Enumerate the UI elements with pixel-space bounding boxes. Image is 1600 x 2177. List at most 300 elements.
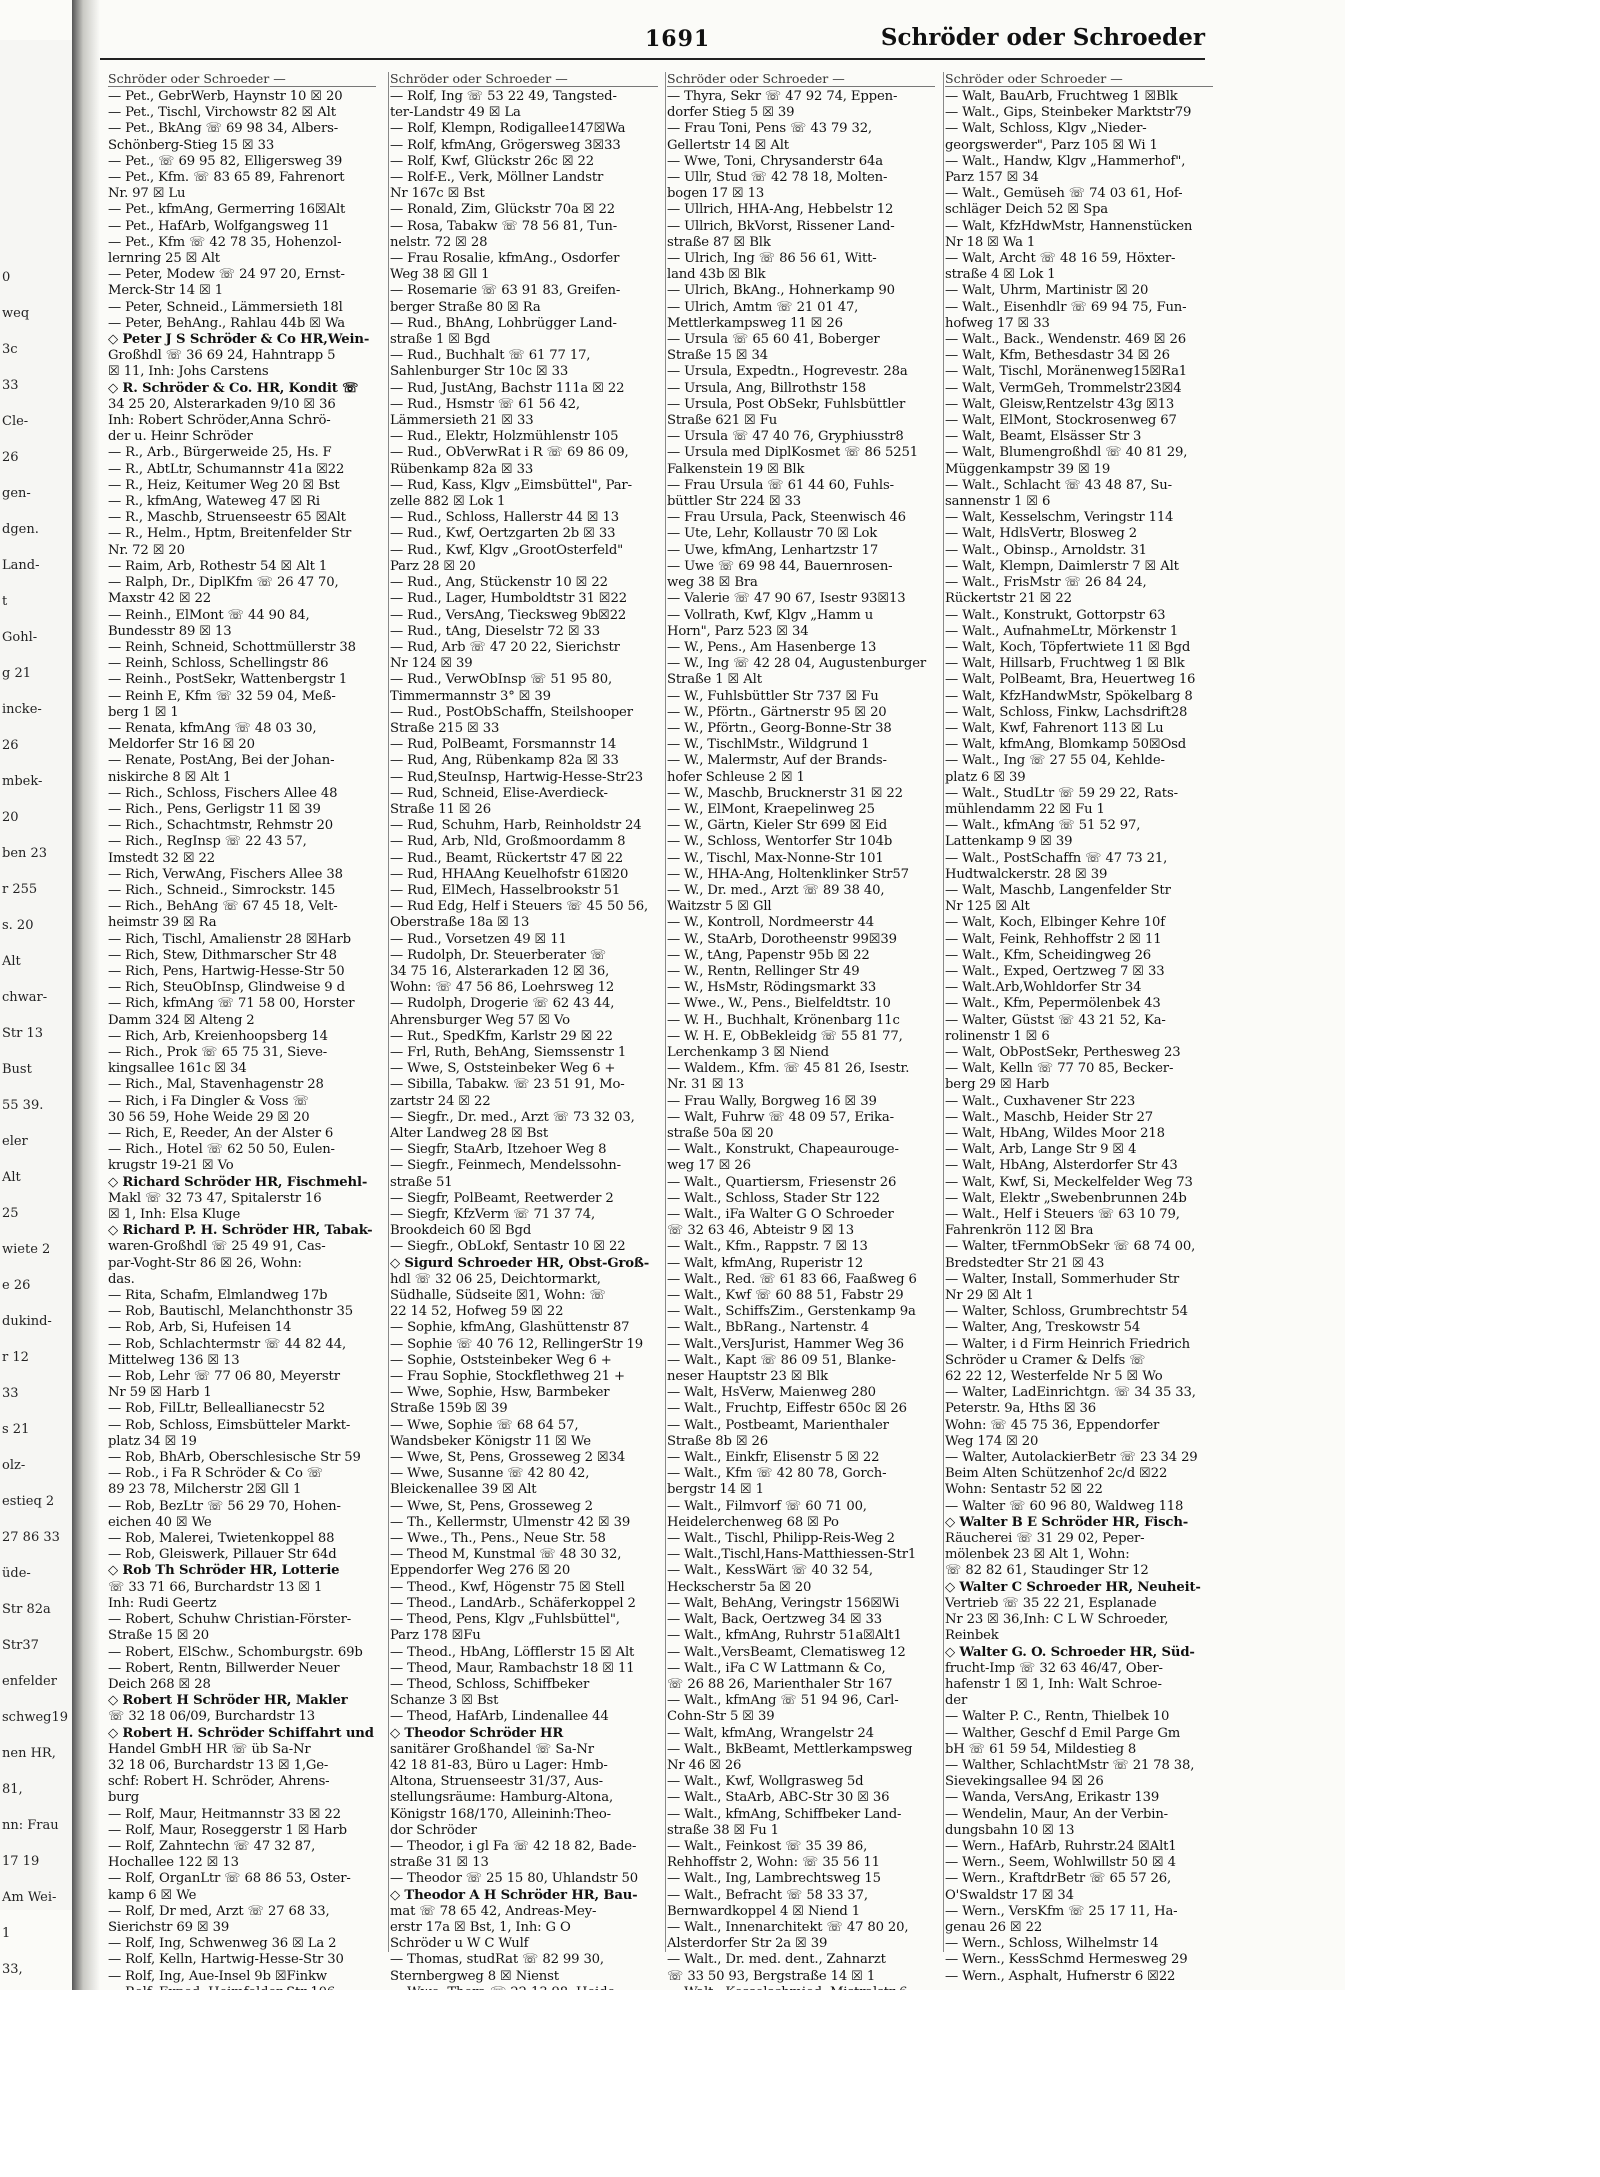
directory-entry: — Walt, Uhrm, Martinistr ☒ 20: [945, 283, 1149, 299]
directory-entry: — Walt., Gips, Steinbeker Marktstr79: [945, 105, 1192, 121]
directory-entry: Brookdeich 60 ☒ Bgd: [390, 1223, 532, 1239]
directory-entry: waren-Großhdl ☏ 25 49 91, Cas-: [108, 1239, 326, 1255]
directory-entry: — W., HsMstr, Rödingsmarkt 33: [667, 980, 877, 996]
directory-entry: — Ursula, Ang, Billrothstr 158: [667, 380, 866, 396]
fragment-text: 27 86 33: [2, 1530, 60, 1545]
directory-entry: — Walt, Maschb, Langenfelder Str: [945, 882, 1171, 898]
directory-entry: — W., Rentn, Rellinger Str 49: [667, 963, 860, 979]
directory-entry: kingsallee 161c ☒ 34: [108, 1061, 247, 1077]
fragment-text: nn: Frau: [2, 1818, 59, 1833]
directory-entry: — Pet., BkAng ☏ 69 98 34, Albers-: [108, 121, 339, 137]
directory-entry: Fahrenkrön 112 ☒ Bra: [945, 1223, 1094, 1239]
directory-entry: — Walt., kfmAng ☏ 51 52 97,: [945, 818, 1141, 834]
directory-entry: lernring 25 ☒ Alt: [108, 251, 220, 267]
directory-entry: Nr 59 ☒ Harb 1: [108, 1385, 212, 1401]
directory-entry: das.: [108, 1271, 135, 1287]
directory-entry: — Walt.,VersJurist, Hammer Weg 36: [667, 1336, 904, 1352]
directory-entry: — Walt, Kwf, Fahrenort 113 ☒ Lu: [945, 720, 1164, 736]
directory-entry: Beim Alten Schützenhof 2c/d ☒22: [945, 1466, 1168, 1482]
directory-entry: — Walt., Innenarchitekt ☏ 47 80 20,: [667, 1919, 909, 1935]
directory-entry: — Uwe, kfmAng, Lenhartzstr 17: [667, 542, 879, 558]
directory-entry: Peterstr. 9a, Hths ☒ 36: [945, 1401, 1097, 1417]
directory-entry: — Rud Edg, Helf i Steuers ☏ 45 50 56,: [390, 899, 649, 915]
directory-entry: der u. Heinr Schröder: [108, 429, 253, 445]
directory-entry: — Walt, Hillsarb, Fruchtweg 1 ☒ Blk: [945, 656, 1185, 672]
directory-entry: — Walt., Handw, Klgv „Hammerhof",: [945, 153, 1186, 169]
directory-entry: Parz 28 ☒ 20: [390, 558, 476, 574]
directory-entry: — Th., Kellermstr, Ulmenstr 42 ☒ 39: [390, 1514, 631, 1530]
directory-entry: der: [945, 1693, 968, 1709]
directory-entry: ☏ 26 88 26, Marienthaler Str 167: [667, 1676, 893, 1692]
fragment-text: 25: [2, 1206, 19, 1221]
directory-entry: — Wern., Asphalt, Hufnerstr 6 ☒22: [945, 1968, 1176, 1984]
directory-entry: Straße 15 ☒ 34: [667, 348, 768, 364]
directory-entry: — Wwe., Th., Pens., Neue Str. 58: [390, 1531, 606, 1547]
directory-entry: Nr 124 ☒ 39: [390, 656, 473, 672]
directory-entry: — Walt., Exped, Oertzweg 7 ☒ 33: [945, 963, 1165, 979]
directory-entry: — Rud., BhAng, Lohbrügger Land-: [390, 315, 617, 331]
directory-entry: — Walt, Archt ☏ 48 16 59, Höxter-: [945, 251, 1176, 267]
header-rule: [100, 58, 1205, 60]
directory-entry: burg: [108, 1790, 140, 1806]
directory-entry: Weg 174 ☒ 20: [945, 1433, 1039, 1449]
directory-entry: — Rolf, Kwf, Glückstr 26c ☒ 22: [390, 153, 595, 169]
directory-entry: — Walt, Koch, Elbinger Kehre 10f: [945, 915, 1165, 931]
directory-entry: ◇ Walter G. O. Schroeder HR, Süd-: [945, 1644, 1195, 1660]
directory-entry: Horn", Parz 523 ☒ 34: [667, 623, 809, 639]
directory-entry: — Walt, Blumengroßhdl ☏ 40 81 29,: [945, 445, 1188, 461]
directory-entry: — Pet., ☏ 69 95 82, Elligersweg 39: [108, 153, 343, 169]
directory-entry: — Sibilla, Tabakw. ☏ 23 51 91, Mo-: [390, 1077, 625, 1093]
directory-entry: ☏ 32 18 06/09, Burchardstr 13: [108, 1709, 315, 1725]
directory-entry: mölenbek 23 ☒ Alt 1, Wohn:: [945, 1547, 1130, 1563]
directory-entry: — R., Maschb, Struenseestr 65 ☒Alt: [108, 510, 346, 526]
directory-entry: ◇ Walter C Schroeder HR, Neuheit-: [945, 1579, 1201, 1595]
directory-entry: — Rich., Mal, Stavenhagenstr 28: [108, 1077, 324, 1093]
fragment-text: 17 19: [2, 1854, 40, 1869]
directory-entry: Straße 215 ☒ 33: [390, 720, 500, 736]
directory-entry: — Rud., VerwObInsp ☏ 51 95 80,: [390, 672, 612, 688]
directory-entry: Königstr 168/170, Alleininh:Theo-: [390, 1806, 611, 1822]
directory-entry: Nr 18 ☒ Wa 1: [945, 234, 1036, 250]
directory-entry: — Walt, HdlsVertr, Blosweg 2: [945, 526, 1137, 542]
directory-entry: straße 31 ☒ 13: [390, 1855, 489, 1871]
directory-entry: Nr 23 ☒ 36,Inh: C L W Schroeder,: [945, 1612, 1169, 1628]
directory-entry: straße 51: [390, 1174, 453, 1190]
directory-entry: — Ute, Lehr, Kollaustr 70 ☒ Lok: [667, 526, 878, 542]
directory-entry: eichen 40 ☒ We: [108, 1514, 212, 1530]
directory-entry: — Rolf, Ing, Schwenweg 36 ☒ La 2: [108, 1936, 337, 1952]
directory-entry: — Rud., tAng, Dieselstr 72 ☒ 33: [390, 623, 601, 639]
directory-entry: — Rud,SteuInsp, Hartwig-Hesse-Str23: [390, 769, 644, 785]
directory-entry: — Rob, Lehr ☏ 77 06 80, Meyerstr: [108, 1369, 340, 1385]
directory-entry: Bernwardkoppel 4 ☒ Niend 1: [667, 1903, 860, 1919]
directory-entry: — Walter, Ang, Treskowstr 54: [945, 1320, 1141, 1336]
page-number: 1691: [645, 26, 711, 52]
directory-entry: — Walt, Arb, Lange Str 9 ☒ 4: [945, 1142, 1137, 1158]
directory-entry: straße 87 ☒ Blk: [667, 234, 771, 250]
fragment-text: Bust: [2, 1062, 32, 1077]
directory-entry: Rehhoffstr 2, Wohn: ☏ 35 56 11: [667, 1855, 880, 1871]
directory-entry: Schröder u Cramer & Delfs ☏: [945, 1352, 1146, 1368]
directory-entry: — Walt., Back., Wendenstr. 469 ☒ 26: [945, 332, 1186, 348]
directory-entry: Damm 324 ☒ Alteng 2: [108, 1012, 255, 1028]
directory-entry: — Frau Sophie, Stockflethweg 21 +: [390, 1369, 625, 1385]
directory-entry: ◇ Rob Th Schröder HR, Lotterie: [108, 1563, 340, 1579]
directory-entry: — Rich., Schneid., Simrockstr. 145: [108, 882, 336, 898]
directory-entry: — W., HHA-Ang, Holtenklinker Str57: [667, 866, 909, 882]
directory-entry: — Wern., Schloss, Wilhelmstr 14: [945, 1936, 1159, 1952]
column-continued-head: Schröder oder Schroeder —: [108, 72, 376, 87]
directory-entry: — Rolf, Klempn, Rodigallee147☒Wa: [390, 121, 626, 137]
directory-entry: Straße 15 ☒ 20: [108, 1628, 209, 1644]
directory-entry: — Walt, Back, Oertzweg 34 ☒ 33: [667, 1612, 883, 1628]
directory-entry: Vertrieb ☏ 35 22 21, Esplanade: [945, 1595, 1157, 1611]
directory-entry: — Reinh., PostSekr, Wattenbergstr 1: [108, 672, 348, 688]
directory-entry: — Rolf, Maur, Heitmannstr 33 ☒ 22: [108, 1806, 341, 1822]
directory-entry: — Rud, HHAAng Keuelhofstr 61☒20: [390, 866, 629, 882]
fragment-text: dgen.: [2, 522, 39, 537]
directory-entry: — Siegfr, KfzVerm ☏ 71 37 74,: [390, 1207, 596, 1223]
directory-entry: — Pet., GebrWerb, Haynstr 10 ☒ 20: [108, 89, 343, 104]
column-continued-head: Schröder oder Schroeder —: [667, 72, 935, 87]
directory-entry: — W., Tischl, Max-Nonne-Str 101: [667, 850, 884, 866]
directory-entry: kamp 6 ☒ We: [108, 1887, 197, 1903]
directory-entry: — Rob, FilLtr, Belleallianecstr 52: [108, 1401, 325, 1417]
directory-entry: — Rich., RegInsp ☏ 22 43 57,: [108, 834, 307, 850]
directory-entry: — Rolf, Maur, Roseggerstr 1 ☒ Harb: [108, 1822, 347, 1838]
directory-entry: — Rolf-E., Verk, Möllner Landstr: [390, 170, 604, 186]
directory-entry: — Rud, JustAng, Bachstr 111a ☒ 22: [390, 380, 625, 396]
directory-entry: — Rich, Stew, Dithmarscher Str 48: [108, 947, 337, 963]
directory-entry: — Walt., Eisenhdlr ☏ 69 94 75, Fun-: [945, 299, 1187, 315]
directory-entry: 22 14 52, Hofweg 59 ☒ 22: [390, 1304, 564, 1320]
directory-entry: — Rich., Schachtmstr, Rehmstr 20: [108, 818, 334, 834]
directory-entry: Altona, Struenseestr 31/37, Aus-: [390, 1774, 603, 1790]
directory-entry: 42 18 81-83, Büro u Lager: Hmb-: [390, 1757, 608, 1773]
directory-entry: — Wwe, St, Pens, Grosseweg 2 ☒34: [390, 1450, 626, 1466]
directory-entry: — Rich, VerwAng, Fischers Allee 38: [108, 866, 343, 882]
directory-entry: — Siegfr, StaArb, Itzehoer Weg 8: [390, 1142, 607, 1158]
directory-entry: par-Voght-Str 86 ☒ 26, Wohn:: [108, 1255, 302, 1271]
directory-entry: — Theod., HbAng, Löfflerstr 15 ☒ Alt: [390, 1644, 635, 1660]
directory-entry: — Reinh., ElMont ☏ 44 90 84,: [108, 607, 310, 623]
directory-entry: erstr 17a ☒ Bst, 1, Inh: G O: [390, 1919, 571, 1935]
directory-entry: sanitärer Großhandel ☏ Sa-Nr: [390, 1741, 594, 1757]
directory-entry: — Pet., Kfm ☏ 42 78 35, Hohenzol-: [108, 234, 342, 250]
directory-entry: platz 34 ☒ 19: [108, 1433, 197, 1449]
fragment-text: chwar-: [2, 990, 48, 1005]
directory-entry: — Walt, Kesselschm, Veringstr 114: [945, 510, 1174, 526]
directory-entry: niskirche 8 ☒ Alt 1: [108, 769, 232, 785]
directory-entry: Lämmersieth 21 ☒ 33: [390, 413, 534, 429]
directory-entry: — Wwe, Susanne ☏ 42 80 42,: [390, 1466, 590, 1482]
directory-entry: — Walt, VermGeh, Trommelstr23☒4: [945, 380, 1182, 396]
directory-entry: — Walt., Ing ☏ 27 55 04, Kehlde-: [945, 753, 1165, 769]
directory-entry: — Walter, AutolackierBetr ☏ 23 34 29: [945, 1450, 1198, 1466]
fragment-text: 26: [2, 450, 19, 465]
column-continued-head: Schröder oder Schroeder —: [945, 72, 1213, 87]
directory-entry: bergstr 14 ☒ 1: [667, 1482, 764, 1498]
directory-entry: — Walt, kfmAng, Wrangelstr 24: [667, 1725, 874, 1741]
directory-entry: — W., Ing ☏ 42 28 04, Augustenburger: [667, 656, 927, 672]
directory-entry: — Ullr, Stud ☏ 42 78 18, Molten-: [667, 170, 888, 186]
directory-entry: — Rud., ObVerwRat i R ☏ 69 86 09,: [390, 445, 629, 461]
directory-entry: — Rud., Beamt, Rückertstr 47 ☒ 22: [390, 850, 623, 866]
directory-entry: — Rolf, Dr med, Arzt ☏ 27 68 33,: [108, 1903, 330, 1919]
directory-entry: — Thomas, studRat ☏ 82 99 30,: [390, 1952, 604, 1968]
directory-entry: — Vollrath, Kwf, Klgv „Hamm u: [667, 607, 874, 623]
directory-entry: — Walt, Kwf, Si, Meckelfelder Weg 73: [945, 1174, 1193, 1190]
directory-entry: Hudtwalckerstr. 28 ☒ 39: [945, 866, 1108, 882]
directory-entry: ☏ 32 63 46, Abteistr 9 ☒ 13: [667, 1223, 854, 1239]
directory-entry: — Ulrich, Ing ☏ 86 56 61, Witt-: [667, 251, 877, 267]
directory-entry: — Theod, Pens, Klgv „Fuhlsbüttel",: [390, 1612, 620, 1628]
directory-entry: — Walt, HbAng, Alsterdorfer Str 43: [945, 1158, 1178, 1174]
directory-entry: straße 50a ☒ 20: [667, 1126, 774, 1141]
directory-entry: Inh: Rudi Geertz: [108, 1595, 217, 1611]
directory-entry: — W., Schloss, Wentorfer Str 104b: [667, 834, 893, 850]
directory-entry: — W., StaArb, Dorotheenstr 99☒39: [667, 931, 897, 947]
directory-entry: — Ronald, Zim, Glückstr 70a ☒ 22: [390, 202, 615, 218]
directory-entry: — Wern., KraftdrBetr ☏ 65 57 26,: [945, 1871, 1172, 1887]
directory-entry: heimstr 39 ☒ Ra: [108, 915, 217, 931]
directory-entry: — Frau Ursula ☏ 61 44 60, Fuhls-: [667, 477, 894, 493]
directory-entry: — Ursula, Post ObSekr, Fuhlsbüttler: [667, 396, 906, 412]
directory-entry: — Rich, i Fa Dingler & Voss ☏: [108, 1093, 309, 1109]
directory-entry: neser Hauptstr 23 ☒ Blk: [667, 1369, 828, 1385]
directory-entry: Heckscherstr 5a ☒ 20: [667, 1579, 812, 1595]
directory-entry: — Walt., Einkfr, Elisenstr 5 ☒ 22: [667, 1450, 880, 1466]
directory-entry: berg 1 ☒ 1: [108, 704, 179, 720]
directory-entry: — Rud, ElMech, Hasselbrookstr 51: [390, 882, 621, 898]
directory-entry: Weg 38 ☒ Gll 1: [390, 267, 490, 283]
directory-entry: Großhdl ☏ 36 69 24, Hahntrapp 5: [108, 348, 336, 364]
directory-entry: ter-Landstr 49 ☒ La: [390, 105, 521, 121]
directory-entry: — Frau Rosalie, kfmAng., Osdorfer: [390, 251, 620, 267]
adjacent-page-fragment: [0, 40, 75, 1977]
fragment-text: incke-: [2, 702, 42, 717]
directory-entry: — Walt, Fuhrw ☏ 48 09 57, Erika-: [667, 1109, 894, 1125]
directory-entry: Cohn-Str 5 ☒ 39: [667, 1709, 775, 1725]
directory-entry: — Walter, i d Firm Heinrich Friedrich: [945, 1336, 1190, 1352]
directory-entry: schf: Robert H. Schröder, Ahrens-: [108, 1774, 330, 1790]
directory-entry: schläger Deich 52 ☒ Spa: [945, 202, 1109, 218]
directory-entry: Merck-Str 14 ☒ 1: [108, 283, 224, 299]
directory-entry: — W., Malermstr, Auf der Brands-: [667, 753, 887, 769]
fragment-text: 33: [2, 1386, 19, 1401]
fragment-text: eler: [2, 1134, 28, 1149]
directory-entry: — Ullrich, BkVorst, Rissener Land-: [667, 218, 895, 234]
directory-entry: — Walt., Schloss, Stader Str 122: [667, 1190, 880, 1206]
directory-entry: Nr 46 ☒ 26: [667, 1757, 742, 1773]
directory-entry: dorfer Stieg 5 ☒ 39: [667, 105, 795, 121]
directory-entry: Waitzstr 5 ☒ Gll: [667, 899, 772, 915]
directory-entry: stellungsräume: Hamburg-Altona,: [390, 1790, 613, 1806]
directory-entry: Schanze 3 ☒ Bst: [390, 1693, 499, 1709]
directory-entry: — W., Gärtn, Kieler Str 699 ☒ Eid: [667, 818, 888, 834]
directory-entry: — Sophie, Oststeinbeker Weg 6 +: [390, 1352, 612, 1368]
directory-entry: Timmermannstr 3° ☒ 39: [390, 688, 551, 704]
directory-entry: ☒ 1, Inh: Elsa Kluge: [108, 1207, 241, 1223]
directory-entry: — Ulrich, BkAng., Hohnerkamp 90: [667, 283, 895, 299]
directory-entry: — Theod M, Kunstmal ☏ 48 30 32,: [390, 1547, 622, 1563]
directory-entry: — Siegfr., ObLokf, Sentastr 10 ☒ 22: [390, 1239, 626, 1255]
directory-entry: Bredstedter Str 21 ☒ 43: [945, 1255, 1105, 1271]
directory-entry: — Walt.Arb,Wohldorfer Str 34: [945, 980, 1142, 996]
directory-entry: — Ursula ☏ 65 60 41, Boberger: [667, 332, 880, 348]
directory-entry: — Rich, Tischl, Amalienstr 28 ☒Harb: [108, 931, 351, 947]
directory-entry: hafenstr 1 ☒ 1, Inh: Walt Schroe-: [945, 1676, 1162, 1692]
directory-entry: Nr. 72 ☒ 20: [108, 542, 185, 558]
directory-entry: — Reinh, Schloss, Schellingstr 86: [108, 656, 329, 672]
directory-entry: ☒ 11, Inh: Johs Carstens: [108, 364, 269, 380]
directory-entry: — Thyra, Sekr ☏ 47 92 74, Eppen-: [667, 89, 898, 104]
fragment-text: Land-: [2, 558, 40, 573]
directory-entry: hdl ☏ 32 06 25, Deichtormarkt,: [390, 1271, 601, 1287]
directory-entry: — Rob, Gleiswerk, Pillauer Str 64d: [108, 1547, 337, 1563]
directory-entry: — Walt., Konstrukt, Gottorpstr 63: [945, 607, 1166, 623]
directory-entry: — Rudolph, Drogerie ☏ 62 43 44,: [390, 996, 615, 1012]
directory-entry: Lattenkamp 9 ☒ 39: [945, 834, 1073, 850]
directory-entry: — Walt., kfmAng, Schiffbeker Land-: [667, 1806, 902, 1822]
fragment-text: 33,: [2, 1962, 23, 1977]
directory-entry: — Rud., Ang, Stückenstr 10 ☒ 22: [390, 575, 608, 591]
fragment-text: 26: [2, 738, 19, 753]
directory-entry: — Rosemarie ☏ 63 91 83, Greifen-: [390, 283, 621, 299]
directory-entry: — Walt., Gemüseh ☏ 74 03 61, Hof-: [945, 186, 1183, 202]
directory-entry: ◇ Sigurd Schroeder HR, Obst-Groß-: [390, 1255, 650, 1271]
directory-entry: Inh: Robert Schröder,Anna Schrö-: [108, 413, 331, 429]
directory-entry: Maxstr 42 ☒ 22: [108, 591, 212, 607]
book-gutter: [72, 0, 100, 1990]
directory-entry: Meldorfer Str 16 ☒ 20: [108, 737, 255, 753]
directory-entry: ◇ Robert H Schröder HR, Makler: [108, 1693, 348, 1709]
directory-entry: 34 75 16, Alsterarkaden 12 ☒ 36,: [390, 963, 610, 979]
directory-entry: — Walt., Ing, Lambrechtsweg 15: [667, 1871, 881, 1887]
directory-entry: zartstr 24 ☒ 22: [390, 1093, 491, 1109]
directory-entry: Parz 157 ☒ 34: [945, 170, 1039, 186]
directory-entry: — Rich, SteuObInsp, Glindweise 9 d: [108, 980, 345, 996]
directory-entry: — Walt, Kfm, Bethesdastr 34 ☒ 26: [945, 348, 1170, 364]
directory-entry: mat ☏ 78 65 42, Andreas-Mey-: [390, 1903, 597, 1919]
directory-entry: — Walt, Feink, Rehhoffstr 2 ☒ 11: [945, 931, 1162, 947]
directory-entry: — Valerie ☏ 47 90 67, Isestr 93☒13: [667, 591, 906, 607]
scan-margin-right: [1345, 0, 1600, 2177]
directory-entry: dungsbahn 10 ☒ 13: [945, 1822, 1075, 1838]
directory-entry: — Walt., Schlacht ☏ 43 48 87, Su-: [945, 477, 1172, 493]
directory-entry: land 43b ☒ Blk: [667, 267, 766, 283]
directory-entry: Nr 29 ☒ Alt 1: [945, 1288, 1034, 1304]
directory-entry: — Rosa, Tabakw ☏ 78 56 81, Tun-: [390, 218, 618, 234]
directory-entry: — Rolf, Ing ☏ 53 22 49, Tangsted-: [390, 89, 617, 104]
directory-entry: — Walther, Geschf d Emil Parge Gm: [945, 1725, 1181, 1741]
directory-entry: Nr. 97 ☒ Lu: [108, 186, 186, 202]
directory-entry: weg 38 ☒ Bra: [667, 575, 758, 591]
directory-entry: weg 17 ☒ 26: [667, 1158, 751, 1174]
directory-entry: — W., Maschb, Brucknerstr 31 ☒ 22: [667, 785, 903, 801]
directory-entry: Mittelweg 136 ☒ 13: [108, 1352, 240, 1368]
directory-entry: bH ☏ 61 59 54, Mildestieg 8: [945, 1741, 1137, 1757]
directory-entry: sannenstr 1 ☒ 6: [945, 494, 1051, 510]
directory-entry: — Walt., iFa Walter G O Schroeder: [667, 1207, 894, 1223]
directory-entry: O'Swaldstr 17 ☒ 34: [945, 1887, 1074, 1903]
fragment-text: Cle-: [2, 414, 29, 429]
directory-entry: — Rich., Prok ☏ 65 75 31, Sieve-: [108, 1044, 328, 1060]
directory-entry: Oberstraße 18a ☒ 13: [390, 915, 530, 931]
directory-entry: — Robert, ElSchw., Schomburgstr. 69b: [108, 1644, 363, 1660]
directory-entry: — Walt., iFa C W Lattmann & Co,: [667, 1660, 886, 1676]
fragment-text: gen-: [2, 486, 31, 501]
directory-entry: — Walt.,Tischl,Hans-Matthiessen-Str1: [667, 1547, 917, 1563]
directory-entry: — Walt, KfzHandwMstr, Spökelbarg 8: [945, 688, 1193, 704]
directory-entry: — Walt., Befracht ☏ 58 33 37,: [667, 1887, 868, 1903]
directory-entry: — Walt., BkBeamt, Mettlerkampsweg: [667, 1741, 913, 1757]
directory-entry: — R., Heiz, Keitumer Weg 20 ☒ Bst: [108, 477, 340, 493]
directory-entry: — Walt, ObPostSekr, Perthesweg 23: [945, 1044, 1181, 1060]
directory-entry: — Walt., Kwf ☏ 60 88 51, Fabstr 29: [667, 1288, 904, 1304]
directory-entry: — Rud., Kwf, Klgv „GrootOsterfeld": [390, 542, 624, 558]
directory-entry: Deich 268 ☒ 28: [108, 1676, 211, 1692]
directory-entry: — Uwe ☏ 69 98 44, Bauernrosen-: [667, 558, 893, 574]
fragment-text: Str 13: [2, 1026, 44, 1041]
directory-entry: — Rud., Vorsetzen 49 ☒ 11: [390, 931, 567, 947]
directory-entry: hofer Schleuse 2 ☒ 1: [667, 769, 805, 785]
directory-entry: — Walt., Kapt ☏ 86 09 51, Blanke-: [667, 1352, 896, 1368]
directory-entry: — Walt., FrisMstr ☏ 26 84 24,: [945, 575, 1147, 591]
directory-entry: — Walt, BauArb, Fruchtweg 1 ☒Blk: [945, 89, 1178, 104]
fragment-text: estieq 2: [2, 1494, 55, 1509]
directory-entry: — W., TischlMstr., Wildgrund 1: [667, 737, 870, 753]
directory-entry: — Wwe, Toni, Chrysanderstr 64a: [667, 153, 883, 169]
column-continued-head: Schröder oder Schroeder —: [390, 72, 658, 87]
directory-entry: Straße 621 ☒ Fu: [667, 413, 778, 429]
fragment-text: 3c: [2, 342, 18, 357]
directory-entry: Parz 178 ☒Fu: [390, 1628, 481, 1644]
directory-entry: Makl ☏ 32 73 47, Spitalerstr 16: [108, 1190, 322, 1206]
directory-entry: — Siegfr., Feinmech, Mendelssohn-: [390, 1158, 621, 1174]
directory-entry: — R., Arb., Bürgerweide 25, Hs. F: [108, 445, 332, 461]
fragment-text: t: [2, 594, 8, 609]
directory-entry: — Walt., kfmAng ☏ 51 94 96, Carl-: [667, 1693, 899, 1709]
directory-entry: ☏ 82 82 61, Staudinger Str 12: [945, 1563, 1149, 1579]
directory-entry: Heidelerchenweg 68 ☒ Po: [667, 1514, 839, 1530]
directory-entry: — Walt, HbAng, Wildes Moor 218: [945, 1126, 1165, 1141]
directory-entry: — R., kfmAng, Wateweg 47 ☒ Ri: [108, 494, 320, 510]
fragment-text: enfelder: [2, 1674, 57, 1689]
directory-entry: — Walt., Kfm., Rappstr. 7 ☒ 13: [667, 1239, 868, 1255]
directory-entry: — Ulrich, Amtm ☏ 21 01 47,: [667, 299, 859, 315]
directory-entry: — Walter, Güstst ☏ 43 21 52, Ka-: [945, 1012, 1166, 1028]
fragment-text: r 255: [2, 882, 38, 897]
directory-entry: Hochallee 122 ☒ 13: [108, 1855, 239, 1871]
directory-entry: Wohn: Sentastr 52 ☒ 22: [945, 1482, 1103, 1498]
directory-entry: — Renate, PostAng, Bei der Johan-: [108, 753, 335, 769]
directory-entry: — Walt, Elektr „Swebenbrunnen 24b: [945, 1190, 1187, 1206]
directory-entry: Mettlerkampsweg 11 ☒ 26: [667, 315, 843, 331]
column-4: [945, 71, 1213, 1984]
directory-entry: nelstr. 72 ☒ 28: [390, 234, 488, 250]
directory-entry: — Walt., Feinkost ☏ 35 39 86,: [667, 1838, 868, 1854]
directory-entry: — Walt., Helf i Steuers ☏ 63 10 79,: [945, 1207, 1180, 1223]
directory-entry: ☏ 33 50 93, Bergstraße 14 ☒ 1: [667, 1968, 876, 1984]
directory-entry: platz 6 ☒ 39: [945, 769, 1026, 785]
page-header: [100, 18, 1205, 58]
directory-entry: Müggenkampstr 39 ☒ 19: [945, 461, 1111, 477]
directory-entry: — Rich, E, Reeder, An der Alster 6: [108, 1126, 334, 1141]
directory-entry: — Wwe., W., Pens., Bielfeldtstr. 10: [667, 996, 891, 1012]
directory-entry: — Wern., KessSchmd Hermesweg 29: [945, 1952, 1188, 1968]
